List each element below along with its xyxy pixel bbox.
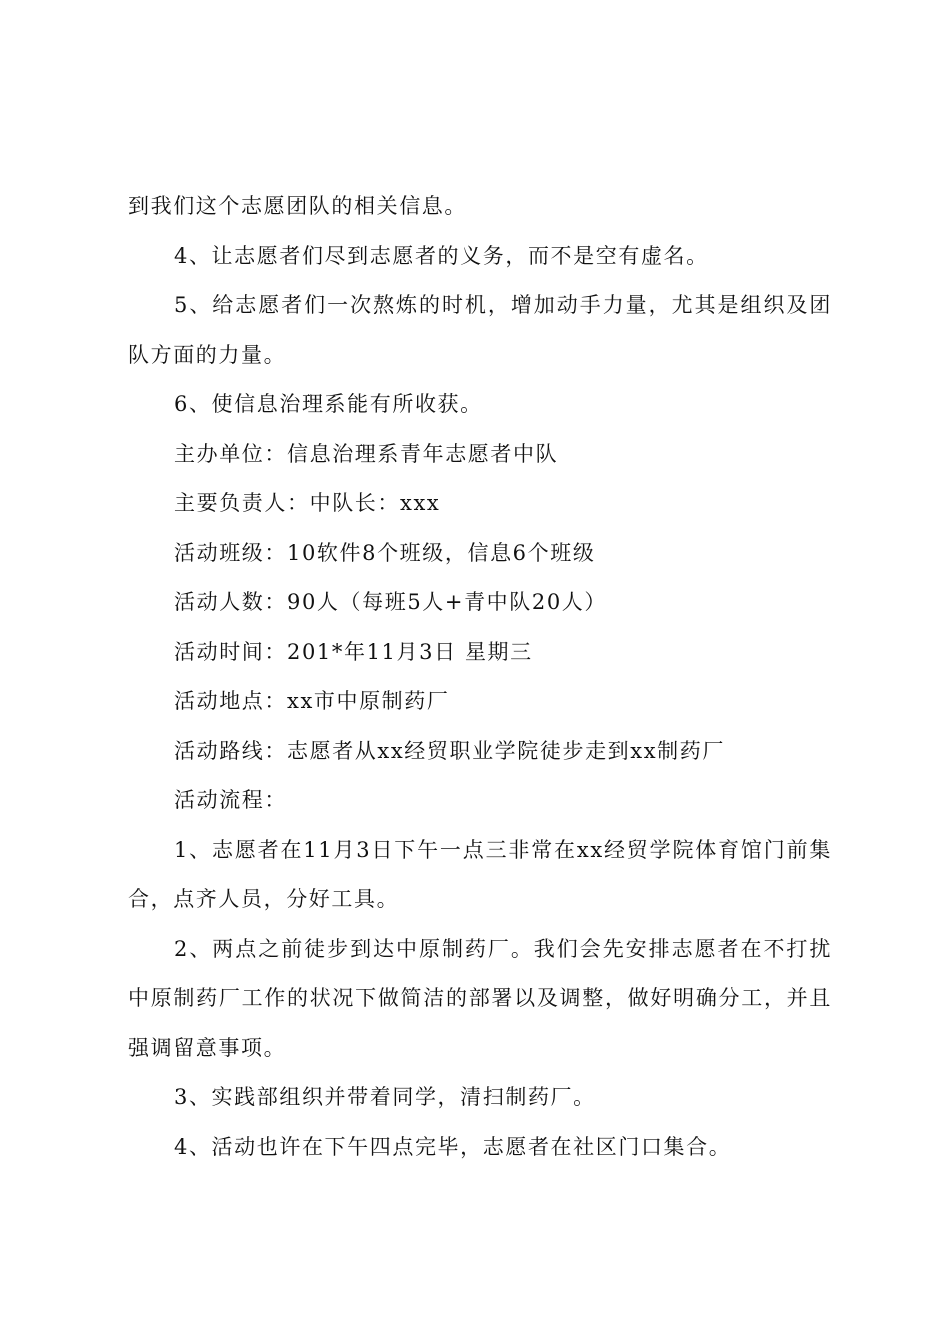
paragraph-headcount: 活动人数：90人（每班5人+青中队20人） [174,590,607,614]
paragraph-location: 活动地点：xx市中原制药厂 [174,689,450,713]
paragraph-organizer: 主办单位：信息治理系青年志愿者中队 [174,441,559,466]
paragraph-route: 活动路线：志愿者从xx经贸职业学院徒步走到xx制药厂 [174,738,725,763]
paragraph-leader: 主要负责人：中队长：xxx [174,491,441,515]
paragraph-continuation: 到我们这个志愿团队的相关信息。 [128,194,467,218]
paragraph-goal-4: 4、让志愿者们尽到志愿者的义务，而不是空有虚名。 [174,243,709,268]
document-body [128,182,832,1172]
paragraph-goal-5: 5、给志愿者们一次熬炼的时机，增加动手力量，尤其是组织及团队方面的力量。 [128,293,832,367]
paragraph-step-2: 2、两点之前徒步到达中原制药厂。我们会先安排志愿者在不打扰中原制药厂工作的状况下做简洁的部署以及调整，做好明确分工，并且强调留意事项。 [128,936,832,1060]
paragraph-step-1: 1、志愿者在11月3日下午一点三非常在xx经贸学院体育馆门前集合，点齐人员，分好工具。 [128,837,832,911]
paragraph-classes: 活动班级：10软件8个班级，信息6个班级 [174,540,596,565]
paragraph-step-3: 3、实践部组织并带着同学，清扫制药厂。 [174,1085,596,1109]
paragraph-goal-6: 6、使信息治理系能有所收获。 [174,392,483,416]
paragraph-process-heading: 活动流程： [174,788,287,812]
paragraph-step-4: 4、活动也许在下午四点完毕，志愿者在社区门口集合。 [174,1134,732,1159]
paragraph-time: 活动时间：201*年11月3日 星期三 [174,639,533,664]
